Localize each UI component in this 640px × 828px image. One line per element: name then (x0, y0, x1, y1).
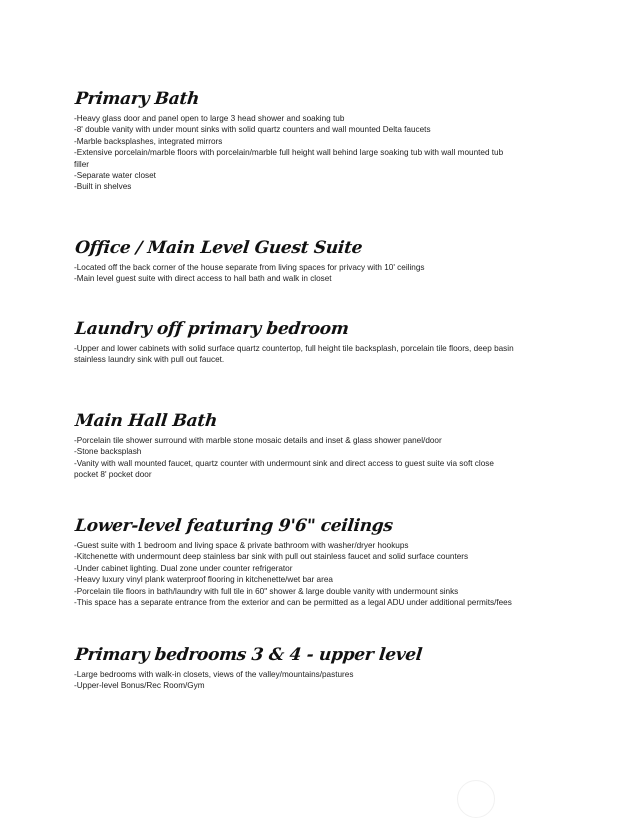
section-heading: Main Hall Bath (74, 411, 219, 431)
list-item: -Main level guest suite with direct access to hall bath and walk in closet (74, 274, 332, 284)
list-item: -Separate water closet (74, 171, 156, 181)
section-heading: Primary bedrooms 3 & 4 - upper level (74, 645, 424, 665)
list-item: -8' double vanity with under mount sinks with solid quartz counters and wall mounted Delta faucets (74, 125, 431, 135)
list-item: -Stone backsplash (74, 447, 142, 457)
section-heading: Lower-level featuring 9'6" ceilings (74, 516, 394, 536)
list-item: -Porcelain tile shower surround with marble stone mosaic details and inset & glass shower panel/door (74, 436, 442, 445)
list-item: pocket 8' pocket door (74, 470, 152, 480)
list-item: -Built in shelves (74, 182, 132, 192)
section-office-guest-suite (74, 237, 574, 285)
list-item: filler (74, 159, 90, 169)
list-item: stainless laundry sink with pull out faucet. (74, 355, 225, 365)
list-item: -Extensive porcelain/marble floors with porcelain/marble full height wall behind large soaking tub with wall mounted tub (74, 148, 504, 158)
list-item: -Upper-level Bonus/Rec Room/Gym (74, 681, 205, 691)
section-heading: Primary Bath (74, 89, 201, 109)
list-item: -Porcelain tile floors in bath/laundry with full tile in 60" shower & large double vanity with undermount sinks (74, 586, 459, 596)
list-item: -This space has a separate entrance from the exterior and can be permitted as a legal ADU under additional permits/fees (74, 598, 512, 608)
list-item: -Heavy luxury vinyl plank waterproof flooring in kitchenette/wet bar area (74, 575, 333, 585)
list-item: -Under cabinet lighting. Dual zone under counter refrigerator (74, 563, 293, 573)
list-item: -Vanity with wall mounted faucet, quartz counter with undermount sink and direct access to guest suite via soft close (74, 458, 494, 468)
list-item: -Large bedrooms with walk-in closets, views of the valley/mountains/pastures (74, 670, 354, 679)
section-primary-bath (74, 88, 574, 193)
list-item: -Marble backsplashes, integrated mirrors (74, 136, 223, 146)
section-heading: Office / Main Level Guest Suite (74, 238, 364, 258)
section-upper-level-bedrooms (74, 644, 574, 692)
faint-circle-mark (457, 780, 495, 818)
list-item: -Located off the back corner of the house separate from living spaces for privacy with 10' ceilings (74, 263, 425, 272)
list-item: -Upper and lower cabinets with solid surface quartz countertop, full height tile backsplash, porcelain tile floors, deep basin (74, 344, 514, 353)
list-item: -Heavy glass door and panel open to large 3 head shower and soaking tub (74, 114, 345, 123)
section-lower-level (74, 515, 574, 608)
section-laundry (74, 318, 574, 366)
list-item: -Kitchenette with undermount deep stainless bar sink with pull out stainless faucet and solid surface counters (74, 552, 469, 562)
list-item: -Guest suite with 1 bedroom and living space & private bathroom with washer/dryer hookups (74, 541, 409, 550)
section-main-hall-bath (74, 410, 574, 481)
section-heading: Laundry off primary bedroom (74, 319, 350, 339)
